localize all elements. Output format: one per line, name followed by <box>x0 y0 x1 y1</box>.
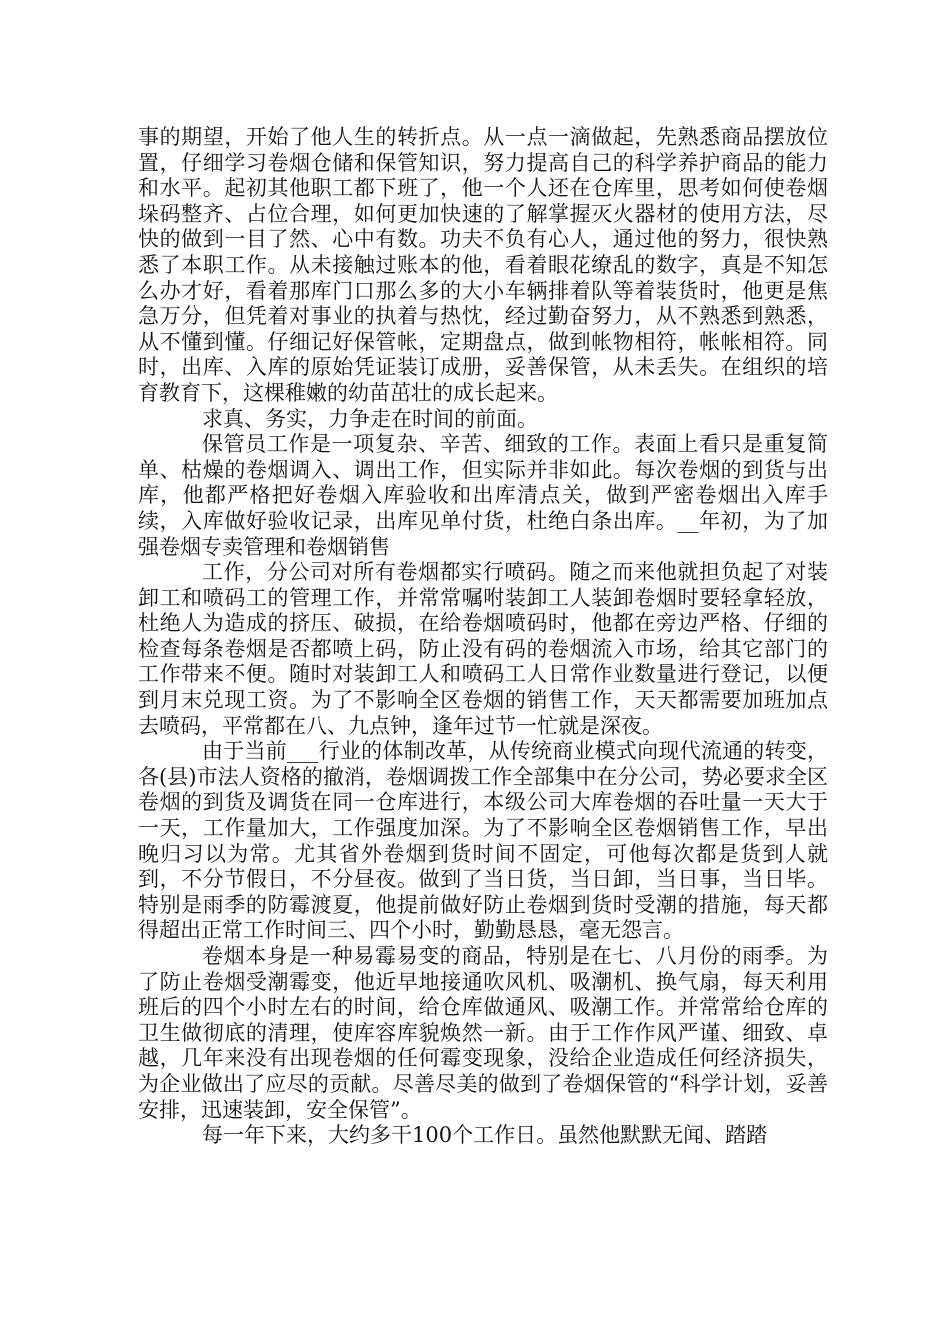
document-body <box>138 125 828 1149</box>
paragraph-1: 事的期望，开始了他人生的转折点。从一点一滴做起，先熟悉商品摆放位置，仔细学习卷烟仓储和保管知识，努力提高自己的科学养护商品的能力和水平。起初其他职工都下班了，他一个人还在仓库里，思考如何使卷烟垛码整齐、占位合理，如何更加快速的了解掌握灭火器材的使用方法，尽快的做到一目了然、心中有数。功夫不负有心人，通过他的努力，很快熟悉了本职工作。从未接触过账本的他，看着眼花缭乱的数字，真是不知怎么办才好，看着那库门口那么多的大小车辆排着队等着装货时，他更是焦急万分，但凭着对事业的执着与热忱，经过勤奋努力，从不熟悉到熟悉，从不懂到懂。仔细记好保管帐，定期盘点，做到帐物相符，帐帐相符。同时，出库、入库的原始凭证装订成册，妥善保管，从未丢失。在组织的培育教育下，这棵稚嫩的幼苗茁壮的成长起来。 <box>138 125 828 405</box>
paragraph-3: 保管员工作是一项复杂、辛苦、细致的工作。表面上看只是重复简单、枯燥的卷烟调入、调出工作，但实际并非如此。每次卷烟的到货与出库，他都严格把好卷烟入库验收和出库清点关，做到严密卷烟出入库手续，入库做好验收记录，出库见单付货，杜绝白条出库。__年初，为了加强卷烟专卖管理和卷烟销售 <box>138 432 828 559</box>
paragraph-2: 求真、务实，力争走在时间的前面。 <box>202 406 538 431</box>
paragraph-5: 由于当前___行业的体制改革，从传统商业模式向现代流通的转变，各(县)市法人资格的撤消，卷烟调拨工作全部集中在分公司，势必要求全区卷烟的到货及调货在同一仓库进行，本级公司大库卷烟的吞吐量一天大于一天，工作量加大，工作强度加深。为了不影响全区卷烟销售工作，早出晚归习以为常。尤其省外卷烟到货时间不固定，可他每次都是货到人就到，不分节假日，不分昼夜。做到了当日货，当日卸，当日事，当日毕。特别是雨季的防霉渡夏，他提前做好防止卷烟到货时受潮的措施，每天都得超出正常工作时间三、四个小时，勤勤恳恳，毫无怨言。 <box>138 739 828 943</box>
paragraph-7: 每一年下来，大约多干100个工作日。虽然他默默无闻、踏踏 <box>202 1123 768 1148</box>
paragraph-6: 卷烟本身是一种易霉易变的商品，特别是在七、八月份的雨季。为了防止卷烟受潮霉变，他近早地接通吹风机、吸潮机、换气扇，每天利用班后的四个小时左右的时间，给仓库做通风、吸潮工作。并常常给仓库的卫生做彻底的清理，使库容库貌焕然一新。由于工作作风严谨、细致、卓越，几年来没有出现卷烟的任何霉变现象，没给企业造成任何经济损失，为企业做出了应尽的贡献。尽善尽美的做到了卷烟保管的“科学计划，妥善安排，迅速装卸，安全保管”。 <box>138 944 828 1122</box>
paragraph-4: 工作，分公司对所有卷烟都实行喷码。随之而来他就担负起了对装卸工和喷码工的管理工作，并常常嘱咐装卸工人装卸卷烟时要轻拿轻放，杜绝人为造成的挤压、破损，在给卷烟喷码时，他都在旁边严格、仔细的检查每条卷烟是否都喷上码，防止没有码的卷烟流入市场，给其它部门的工作带来不便。随时对装卸工人和喷码工人日常作业数量进行登记，以便到月末兑现工资。为了不影响全区卷烟的销售工作，天天都需要加班加点去喷码，平常都在八、九点钟，逢年过节一忙就是深夜。 <box>138 560 828 738</box>
